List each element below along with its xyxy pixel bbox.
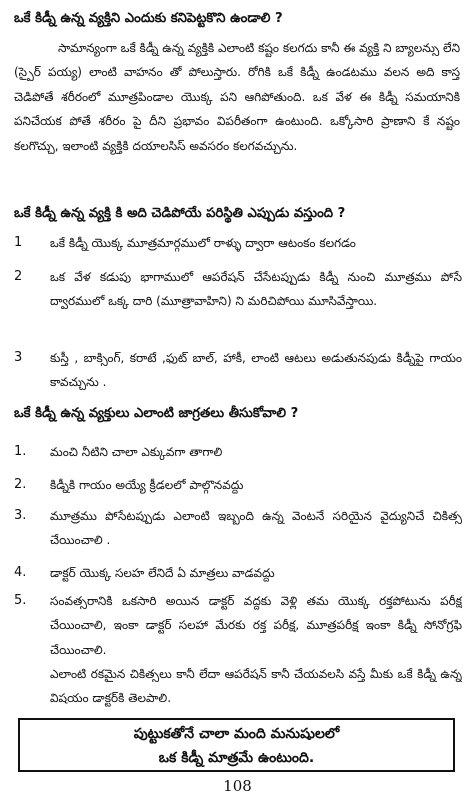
list-item-text: ఒకే కిడ్నీ యొక్క మూత్రమార్గములో రాళ్ళు ద్వారా ఆటంకం కలగడం (50, 236, 356, 250)
list-item-text: మూత్రము పోసేటప్పుడు ఎలాంటి ఇబ్బంది ఉన్న వెంటనే సరియైన వైద్యునిచే చికిత్స చేయించాలి . (50, 509, 462, 548)
list-item-text: సంవత్సరానికి ఒకసారి అయిన డాక్టర్ వద్దకు వెళ్లి తమ యొక్క రక్తపోటును పరీక్ష చేయించాలి, ఇంకా డాక్టర్ సలహా మేరకు రక్త పరీక్ష, మూత్రపరీక్ష ఇంకా కిడ్నీ సోనోగ్రఫి చేయించాలి. (50, 594, 462, 657)
list-item (14, 231, 462, 257)
list-item (14, 589, 462, 665)
list-item (14, 346, 462, 398)
intro-paragraph: సామాన్యంగా ఒకే కిడ్నీ ఉన్న వ్యక్తికి ఎలాంటి కష్టం కలగదు కానీ ఈ వ్యక్తి ని బ్యాలన్సు లేని (స్పైర్ పయ్య) లాంటి వాహనం తో పోలుస్తారు. రోగికి ఒకే కిడ్నీ ఉండటము వలన అది కాస్త చెడిపోతే శరీరంలో మూత్రపిండాల యొక్క పని ఆగిపోతుంది. ఒక వేళ ఈ కిడ్నీ సమయానికి పనిచేయక పోతే శరీరం పై దీని ప్రభావం విపరీతంగా ఉంటుంది. ఒక్కోసారి ప్రాణాని కే నష్టం కలగొచ్చు, ఇలాంటి వ్యక్తికి దయాలసిస్ అవసరం కలగవచ్చును. (14, 41, 460, 153)
list-item-text: ఎలాంటి రకమైన చికిత్సలు కానీ లేదా ఆపరేషన్ కానీ చేయవలసి వస్తే మీకు ఒకే కిడ్నీ ఉన్న విషయం డాక్టర్‌కి తెలపాలి. (50, 667, 462, 706)
list-item-number: 5. (14, 593, 27, 608)
section-heading-when-fails: ఒకే కిడ్నీ ఉన్న వ్యక్తి కి అది చెడిపోయే పరిస్థితి ఎప్పుడు వస్తుంది ? (14, 206, 346, 221)
list-item (14, 504, 462, 556)
list-item-number: 2. (14, 477, 27, 492)
list-item-number: 3 (14, 350, 23, 365)
list-item (14, 561, 462, 587)
section-heading-why-watch: ఒకే కిడ్నీ ఉన్న వ్యక్తిని ఎందుకు కనిపెట్టకొని ఉండాలి ? (14, 11, 283, 26)
highlight-line-1: పుట్టుకతోనే చాలా మంది మనుషులలో (133, 726, 340, 742)
list-item (14, 265, 462, 345)
list-item-number: 1. (14, 444, 27, 459)
list-item-text: కుస్తీ , బాక్సింగ్, కరాటే ,ఫుట్ బాల్, హాకీ, లాంటి ఆటలు అడుతునపుడు కిడ్నీపై గాయం కావచ్చును . (50, 351, 462, 390)
list-item-text: మంచి నీటిని చాలా ఎక్కువగా తాగాలి (50, 445, 223, 459)
list-item-number: 2 (14, 269, 23, 284)
list-item-number: 3. (14, 508, 27, 523)
list-item-text: కిడ్నీకి గాయం అయ్యే క్రీడలలో పాల్గొనవద్దు (50, 478, 244, 492)
list-item-text: డాక్టర్ యొక్క సలహ లేనిదే ఏ మాత్రలు వాడవద్దు (50, 566, 275, 580)
list-item-number: 4. (14, 565, 27, 580)
list-item (14, 473, 462, 499)
section-heading-precautions: ఒకే కిడ్నీ ఉన్న వ్యక్తులు ఎలాంటి జాగ్రతలు తీసుకోవాలి ? (14, 406, 299, 421)
highlight-box (18, 718, 455, 772)
list-item-number: 1 (14, 235, 23, 250)
list-item (14, 440, 462, 466)
list-item-note (14, 662, 462, 714)
list-item-text: ఒక వేళ కడుపు భాగాములో ఆపరేషన్ చేసేటప్పుడు కిడ్నీ నుంచి మూత్రము పోసే ద్వారములో ఒక్క దారి (మూత్రావాహిని) ని మరిచిపోయి మూసివేస్తాయి. (50, 270, 462, 309)
highlight-line-2: ఒక కిడ్నీ మాత్రమే ఉంటుంది. (158, 750, 315, 766)
page-number: 108 (223, 777, 252, 795)
